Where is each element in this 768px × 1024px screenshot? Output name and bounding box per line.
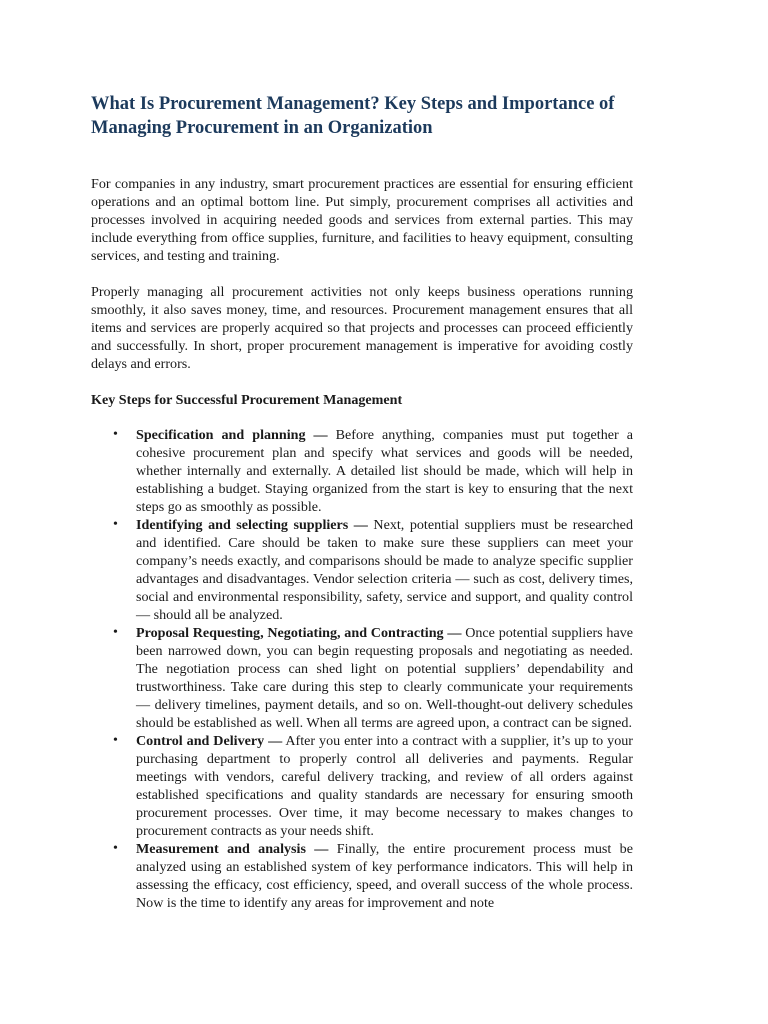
bullet-icon: •: [113, 841, 118, 856]
step-item: [91, 624, 633, 732]
step-text: Before anything, companies must put together a cohesive procurement plan and specify what services and goods will be needed, whether internally and externally. A detailed list should be made, which will help in establishing a budget. Staying organized from the start is key to ensuring that the next steps go as smoothly as possible.: [136, 427, 633, 515]
steps-list: [91, 426, 633, 912]
document-page: [91, 92, 633, 912]
step-lead: Control and Delivery —: [136, 733, 283, 749]
step-lead: Specification and planning —: [136, 427, 328, 443]
section-heading: Key Steps for Successful Procurement Management: [91, 392, 403, 408]
step-item: [91, 516, 633, 624]
document-title: What Is Procurement Management? Key Steps and Importance of Managing Procurement in an Organization: [91, 94, 615, 138]
step-lead: Identifying and selecting suppliers —: [136, 517, 368, 533]
step-text: Next, potential suppliers must be researched and identified. Care should be taken to make sure these suppliers can meet your company’s needs exactly, and comparisons should be made to analyze specific supplier advantages and disadvantages. Vendor selection criteria — such as cost, delivery times, social and environmental responsibility, safety, service and support, and quality control — should all be analyzed.: [136, 517, 633, 623]
intro-paragraph-1: For companies in any industry, smart procurement practices are essential for ensuring efficient operations and an optimal bottom line. Put simply, procurement comprises all activities and processes involved in acquiring needed goods and services from external parties. This may include everything from office supplies, furniture, and facilities to heavy equipment, consulting services, and testing and training.: [91, 176, 633, 264]
step-item: [91, 840, 633, 912]
bullet-icon: •: [113, 625, 118, 640]
step-item: [91, 426, 633, 516]
step-text: Finally, the entire procurement process must be analyzed using an established system of key performance indicators. This will help in assessing the efficacy, cost efficiency, speed, and overall success of the whole process. Now is the time to identify any areas for improvement and note: [136, 841, 633, 911]
step-item: [91, 732, 633, 840]
step-text: Once potential suppliers have been narrowed down, you can begin requesting proposals and negotiating as needed. The negotiation process can shed light on potential suppliers’ dependability and trustworthiness. Take care during this step to clearly communicate your requirements — delivery timelines, payment details, and so on. Well-thought-out delivery schedules should be established as well. When all terms are agreed upon, a contract can be signed.: [136, 625, 634, 731]
bullet-icon: •: [113, 733, 118, 748]
step-lead: Measurement and analysis —: [136, 841, 329, 857]
step-lead: Proposal Requesting, Negotiating, and Contracting —: [136, 625, 462, 641]
intro-paragraph-2: Properly managing all procurement activities not only keeps business operations running smoothly, it also saves money, time, and resources. Procurement management ensures that all items and services are properly acquired so that projects and processes can proceed efficiently and successfully. In short, proper procurement management is imperative for avoiding costly delays and errors.: [91, 284, 633, 372]
bullet-icon: •: [113, 427, 118, 442]
step-text: After you enter into a contract with a supplier, it’s up to your purchasing department to properly control all deliveries and payments. Regular meetings with vendors, careful delivery tracking, and review of all orders against established specifications and quality standards are necessary for ensuring smooth procurement processes. Over time, it may become necessary to makes changes to procurement contracts as your needs shift.: [136, 733, 633, 839]
bullet-icon: •: [113, 517, 118, 532]
